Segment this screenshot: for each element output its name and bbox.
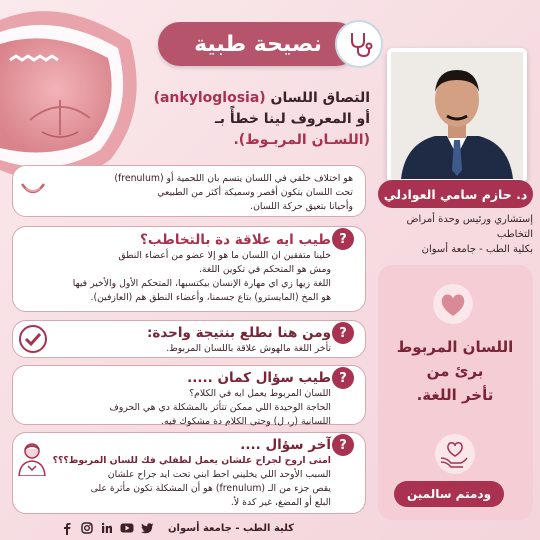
key-message [385, 335, 525, 407]
card-title: طيب سؤال كمان ..... [187, 370, 331, 386]
instagram-icon[interactable] [80, 521, 94, 535]
facebook-icon[interactable] [60, 521, 74, 535]
doctor-portrait-icon [391, 52, 523, 179]
doctor-name-badge [378, 180, 533, 208]
heart-icon [428, 282, 478, 326]
page-title [158, 22, 358, 66]
card-line: تحت اللسان بتكون أقصر وسميكة أكثر من الطبيعي [157, 187, 353, 198]
surgeon-icon [16, 440, 48, 476]
intro-line-1 [130, 88, 370, 109]
intro-text: التصاق اللسان [265, 90, 370, 106]
card-subtitle: امتى اروح لجراح علشان يعمل لطفلي فك للسان المربوط؟؟؟ [52, 455, 331, 466]
page-title-text: نصيحة طبية [194, 31, 322, 57]
smile-icon [20, 180, 46, 200]
key-message-line-3: تأخر اللغة. [416, 386, 494, 404]
card-line: ومش هو المتحكم في تكوين اللغة. [198, 264, 331, 275]
stethoscope-icon [344, 29, 374, 59]
signoff-badge [394, 481, 504, 507]
checkmark-icon [18, 324, 48, 354]
linkedin-icon[interactable] [100, 521, 114, 535]
card-line: البلع أو المضغ، غير كدة لأ. [230, 497, 331, 508]
question-icon: ? [332, 434, 354, 456]
intro-heading [130, 88, 370, 151]
card-line: هو المخ (المايسترو) بتاع جسمنا، وأعضاء النطق هم (العازفين). [90, 292, 331, 303]
question-icon: ? [332, 322, 354, 344]
card-line: اللغة زيها زي اي مهارة الإنسان بيكتسبها، المتحكم الأول والأخير فيها [72, 278, 331, 289]
footer [60, 520, 360, 536]
card-line: اللسان المربوط يعمل ايه في الكلام؟ [189, 388, 331, 399]
card-line: وأحيانا بتعيق حركة اللسان. [250, 201, 353, 212]
question-icon: ? [332, 228, 354, 250]
doctor-title-line-2: بكلية الطب - جامعة أسوان [421, 244, 533, 255]
card-title: ومن هنا نطلع بنتيجة واحدة: [146, 325, 331, 341]
key-message-line-2: برئ من [426, 362, 484, 380]
intro-line-2: أو المعروف لينا خطأً بـ [215, 111, 370, 127]
question-icon: ? [332, 367, 354, 389]
card-line: الحاجة الوحيدة اللي ممكن تتأثر بالمشكلة دي هي الحروف [109, 402, 331, 413]
definition-card [12, 165, 366, 217]
card-line: خلينا متفقين ان اللسان ما هو إلا عضو من أعضاء النطق [118, 250, 331, 261]
key-message-line-1: اللسان المربوط [396, 338, 514, 356]
intro-line-3: (اللسـان المربـوط). [233, 132, 370, 148]
surgery-card [12, 432, 366, 514]
doctor-title-line-1: إستشاري ورئيس وحدة أمراض التخاطب [406, 214, 533, 240]
doctor-photo [387, 48, 527, 183]
caring-hands-icon [433, 432, 477, 476]
card-line: اللسانية (ر، ل) وحتى الكلام دة مشكوك فيه. [161, 416, 331, 427]
intro-term: (ankyloglosia) [153, 90, 266, 106]
conclusion-card [12, 320, 366, 358]
card-line: تأخر اللغة مالهوش علاقة باللسان المربوط. [166, 343, 331, 354]
footer-text: كلية الطب - جامعة أسوان [168, 522, 294, 534]
stethoscope-badge [335, 20, 383, 68]
card-line: السبب الأوحد اللي يخليني احط ابني تحت ايد جراح علشان [107, 469, 331, 480]
card-title: طيب ايه علاقة دة بالتخاطب؟ [140, 232, 331, 248]
open-mouth-illustration [0, 0, 140, 190]
twitter-icon[interactable] [140, 521, 154, 535]
speech-relation-card [12, 226, 366, 312]
youtube-icon[interactable] [120, 521, 134, 535]
card-title: آخر سؤال .... [240, 437, 331, 453]
card-line: هو اختلاف خلقي في اللسان يتسم بان اللحمية أو (frenulum) [114, 173, 353, 184]
doctor-title [378, 212, 533, 257]
card-line: يقص جزء من الـ (frenulum) هو أن المشكلة تكون مأثرة على [90, 483, 331, 494]
speech-effect-card [12, 365, 366, 425]
signoff-text: ودمتم سالمين [406, 487, 492, 501]
doctor-name: د. حازم سامي العوادلي [383, 186, 528, 202]
